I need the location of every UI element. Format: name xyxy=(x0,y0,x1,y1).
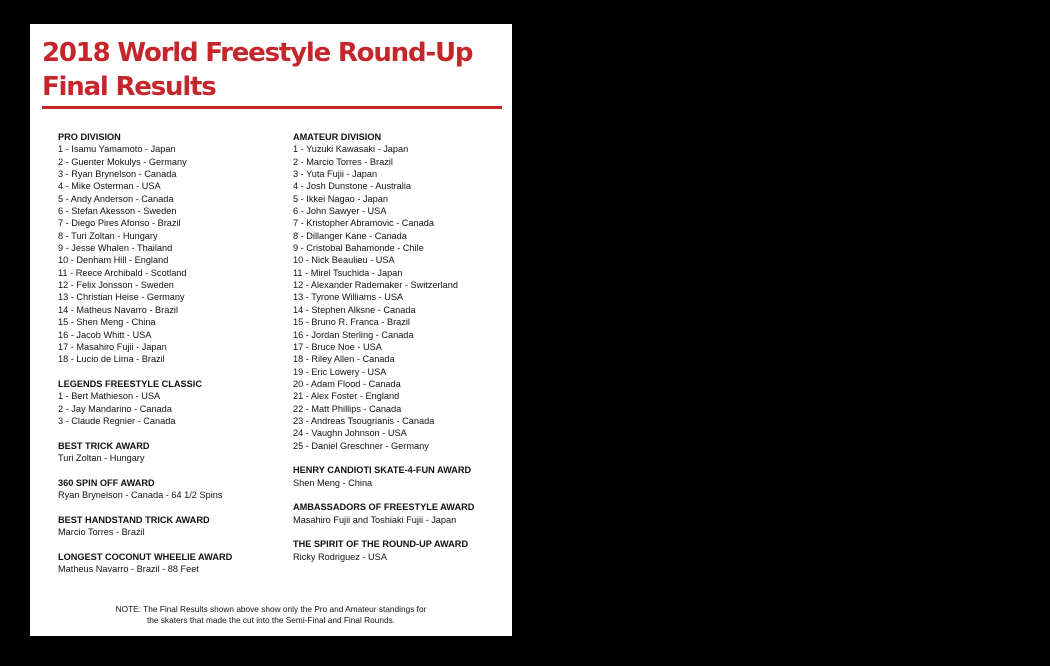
result-entry: 13 - Tyrone Williams - USA xyxy=(293,292,404,303)
section-longest-coconut-wheelie-award xyxy=(58,551,288,576)
result-entry: 1 - Isamu Yamamoto - Japan xyxy=(58,144,176,155)
footnote-line-1: NOTE: The Final Results shown above show only the Pro and Amateur standings for xyxy=(115,604,427,614)
result-entry: 6 - John Sawyer - USA xyxy=(293,206,387,217)
result-entry: 20 - Adam Flood - Canada xyxy=(293,378,401,389)
result-entry: 18 - Lucio de Lima - Brazil xyxy=(58,354,165,365)
result-entry: 3 - Claude Regnier - Canada xyxy=(58,415,176,426)
section-amateur-division xyxy=(293,131,508,452)
result-entry: 2 - Guenter Mokulys - Germany xyxy=(58,156,187,167)
result-entry: 10 - Nick Beaulieu - USA xyxy=(293,255,395,266)
result-entry: 11 - Mirel Tsuchida - Japan xyxy=(293,267,403,278)
result-entry: 16 - Jordan Sterling - Canada xyxy=(293,329,414,340)
result-entry: 14 - Matheus Navarro - Brazil xyxy=(58,304,178,315)
result-entry: 17 - Masahiro Fujii - Japan xyxy=(58,341,167,352)
section-title: AMATEUR DIVISION xyxy=(293,132,382,142)
result-entry: 17 - Bruce Noe - USA xyxy=(293,341,382,352)
section-360-spin-off-award xyxy=(58,477,288,502)
result-entry: 21 - Alex Foster - England xyxy=(293,391,400,402)
result-entry: 6 - Stefan Akesson - Sweden xyxy=(58,206,177,217)
result-entry: 15 - Bruno R. Franca - Brazil xyxy=(293,317,410,328)
result-entry: 4 - Josh Dunstone - Australia xyxy=(293,181,411,192)
section-legends-freestyle-classic xyxy=(58,378,288,427)
section-title: 360 SPIN OFF AWARD xyxy=(58,477,155,488)
result-entry: 8 - Turi Zoltan - Hungary xyxy=(58,230,158,241)
result-entry: 24 - Vaughn Johnson - USA xyxy=(293,428,407,439)
section-title: THE SPIRIT OF THE ROUND-UP AWARD xyxy=(293,539,469,550)
result-entry: 1 - Yuzuki Kawasaki - Japan xyxy=(293,144,409,155)
result-entry: 3 - Ryan Brynelson - Canada xyxy=(58,169,177,180)
result-entry: 25 - Daniel Greschner - Germany xyxy=(293,440,429,451)
section-best-handstand-trick-award xyxy=(58,514,288,539)
footnote-line-2: the skaters that made the cut into the Semi-Final and Final Rounds. xyxy=(146,614,396,625)
result-entry: 2 - Marcio Torres - Brazil xyxy=(293,156,393,167)
section-title: HENRY CANDIOTI SKATE-4-FUN AWARD xyxy=(293,465,472,476)
result-entry: 12 - Alexander Rademaker - Switzerland xyxy=(293,280,458,291)
section-henry-candioti-skate-4-fun-award xyxy=(293,464,508,489)
result-entry: 1 - Bert Mathieson - USA xyxy=(58,391,161,402)
result-entry: 10 - Denham Hill - England xyxy=(58,255,169,266)
result-entry: 2 - Jay Mandarino - Canada xyxy=(58,403,172,414)
result-entry: 5 - Ikkei Nagao - Japan xyxy=(293,193,388,204)
result-entry: 19 - Eric Lowery - USA xyxy=(293,366,387,377)
result-entry: Masahiro Fujii and Toshiaki Fujii - Japan xyxy=(293,514,457,525)
result-entry: 7 - Kristopher Abramovic - Canada xyxy=(293,218,434,229)
result-entry: 16 - Jacob Whitt - USA xyxy=(58,329,152,340)
result-entry: Turi Zoltan - Hungary xyxy=(58,452,145,463)
section-pro-division xyxy=(58,131,288,366)
result-entry: 4 - Mike Osterman - USA xyxy=(58,181,161,192)
section-title: BEST TRICK AWARD xyxy=(58,440,150,451)
left-column xyxy=(58,131,288,588)
section-title: BEST HANDSTAND TRICK AWARD xyxy=(58,514,210,525)
result-entry: Ricky Rodriguez - USA xyxy=(293,551,387,562)
section-ambassadors-of-freestyle-award xyxy=(293,501,508,526)
title-divider xyxy=(42,106,502,109)
document-title: 2018 World Freestyle Round-Up Final Results xyxy=(42,38,473,102)
section-best-trick-award xyxy=(58,440,288,465)
result-entry: 5 - Andy Anderson - Canada xyxy=(58,193,174,204)
section-title: LEGENDS FREESTYLE CLASSIC xyxy=(58,378,202,389)
result-entry: Ryan Brynelson - Canada - 64 1/2 Spins xyxy=(58,489,223,500)
footnote xyxy=(50,604,492,625)
result-entry: 23 - Andreas Tsougrianis - Canada xyxy=(293,415,435,426)
result-entry: 15 - Shen Meng - China xyxy=(58,317,156,328)
result-entry: 8 - Dillanger Kane - Canada xyxy=(293,230,407,241)
section-title: PRO DIVISION xyxy=(58,132,121,142)
result-entry: 9 - Jesse Whalen - Thailand xyxy=(58,243,173,254)
result-entry: Shen Meng - China xyxy=(293,477,373,488)
result-entry: 9 - Cristobal Bahamonde - Chile xyxy=(293,243,424,254)
results-document xyxy=(30,24,512,636)
result-entry: 12 - Felix Jonsson - Sweden xyxy=(58,280,174,291)
result-entry: Matheus Navarro - Brazil - 88 Feet xyxy=(58,564,199,575)
right-column xyxy=(293,131,508,575)
result-entry: 13 - Christian Heise - Germany xyxy=(58,292,185,303)
section-title: LONGEST COCONUT WHEELIE AWARD xyxy=(58,551,233,562)
result-entry: 14 - Stephen Alksne - Canada xyxy=(293,304,416,315)
result-entry: 3 - Yuta Fujii - Japan xyxy=(293,169,378,180)
result-entry: Marcio Torres - Brazil xyxy=(58,527,145,537)
result-entry: 22 - Matt Phillips - Canada xyxy=(293,403,402,414)
result-entry: 11 - Reece Archibald - Scotland xyxy=(58,267,187,278)
result-entry: 18 - Riley Allen - Canada xyxy=(293,354,395,365)
section-the-spirit-of-the-round-up-award xyxy=(293,538,508,563)
section-title: AMBASSADORS OF FREESTYLE AWARD xyxy=(293,502,475,513)
result-entry: 7 - Diego Pires Afonso - Brazil xyxy=(58,218,181,229)
